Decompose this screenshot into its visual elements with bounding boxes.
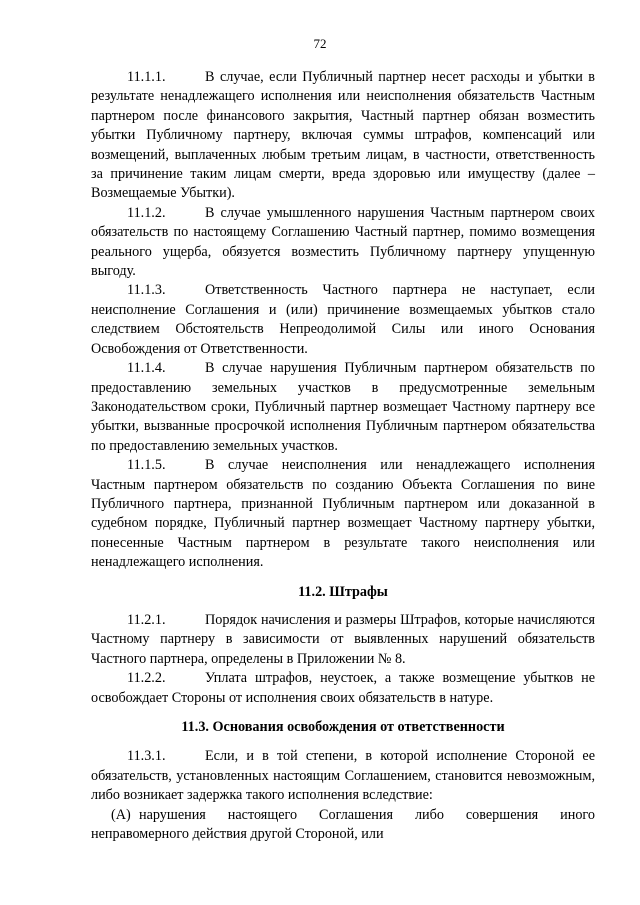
clause-text: В случае, если Публичный партнер несет расходы и убытки в результате ненадлежащего исполнения или неисполнения обязательств Частным партнером после финансового закрытия, Частный партнер обязан возместить убытки Публичному партнеру, включая суммы штрафов, компенсаций или возмещений, выплаченных любым третьим лицам, в частности, ответственность за причинение таким лицам смерти, вреда здоровью или имуществу (далее – Возмещаемые Убытки). xyxy=(91,69,595,202)
clause-text: В случае неисполнения или ненадлежащего исполнения Частным партнером обязательств по созданию Объекта Соглашения по вине Публичного партнера, признанной Публичным партнером или доказанной в судебном порядке, Публичный партнер возмещает Частному партнеру убытки, понесенные Частным партнером в результате такого неисполнения или ненадлежащего исполнения. xyxy=(91,457,595,571)
clause-text: Если, и в той степени, в которой исполнение Стороной ее обязательств, установленных настоящим Соглашением, становится невозможным, либо возникает задержка такого исполнения вследствие: xyxy=(91,748,595,804)
list-marker: (А) xyxy=(111,806,131,823)
clause-text: Порядок начисления и размеры Штрафов, которые начисляются Частному партнеру в зависимости от выявленных нарушений обязательств Частного партнера, определены в Приложении № 8. xyxy=(91,611,595,667)
clause-text: В случае умышленного нарушения Частным партнером своих обязательств по настоящему Соглашению Частный партнер, помимо возмещения реального ущерба, обязуется возместить Публичному партнеру упущенную выгоду. xyxy=(91,204,595,280)
clause-number: 11.2.2. xyxy=(127,670,166,687)
clause-number: 11.2.1. xyxy=(127,611,166,628)
clause-number: 11.1.5. xyxy=(127,457,166,474)
clause-text: Уплата штрафов, неустоек, а также возмещение убытков не освобождает Стороны от исполнения своих обязательств в натуре. xyxy=(91,670,595,706)
document-body xyxy=(91,68,595,844)
clause-number: 11.3.1. xyxy=(127,748,166,765)
paragraph-11-1-2 xyxy=(91,204,595,282)
clause-number: 11.1.2. xyxy=(127,204,166,221)
paragraph-11-1-5 xyxy=(91,456,595,572)
clause-number: 11.1.3. xyxy=(127,282,166,299)
paragraph-11-2-2 xyxy=(91,669,595,708)
paragraph-11-3-1 xyxy=(91,747,595,805)
list-item-text: нарушения настоящего Соглашения либо совершения иного неправомерного действия другой Стороной, или xyxy=(91,806,595,843)
list-item-a xyxy=(91,806,595,845)
clause-text: В случае нарушения Публичным партнером обязательств по предоставлению земельных участков в предусмотренные земельным Законодательством сроки, Публичный партнер возмещает Частному партнеру все убытки, вызванные просрочкой исполнения Публичным партнером обязательства по предоставлению земельных участков. xyxy=(91,360,595,454)
clause-number: 11.1.1. xyxy=(127,69,166,85)
section-heading-exemption: 11.3. Основания освобождения от ответственности xyxy=(181,719,505,735)
page-number: 72 xyxy=(313,36,327,51)
clause-text: Ответственность Частного партнера не наступает, если неисполнение Соглашения и (или) причинение возмещаемых убытков стало следствием Обстоятельств Непреодолимой Силы или иного Основания Освобождения от Ответственности. xyxy=(91,282,595,357)
paragraph-11-1-1 xyxy=(91,68,595,204)
section-heading-fines: 11.2. Штрафы xyxy=(298,583,388,600)
paragraph-11-1-4 xyxy=(91,359,595,456)
paragraph-11-2-1 xyxy=(91,611,595,669)
clause-number: 11.1.4. xyxy=(127,360,166,377)
paragraph-11-1-3 xyxy=(91,281,595,359)
